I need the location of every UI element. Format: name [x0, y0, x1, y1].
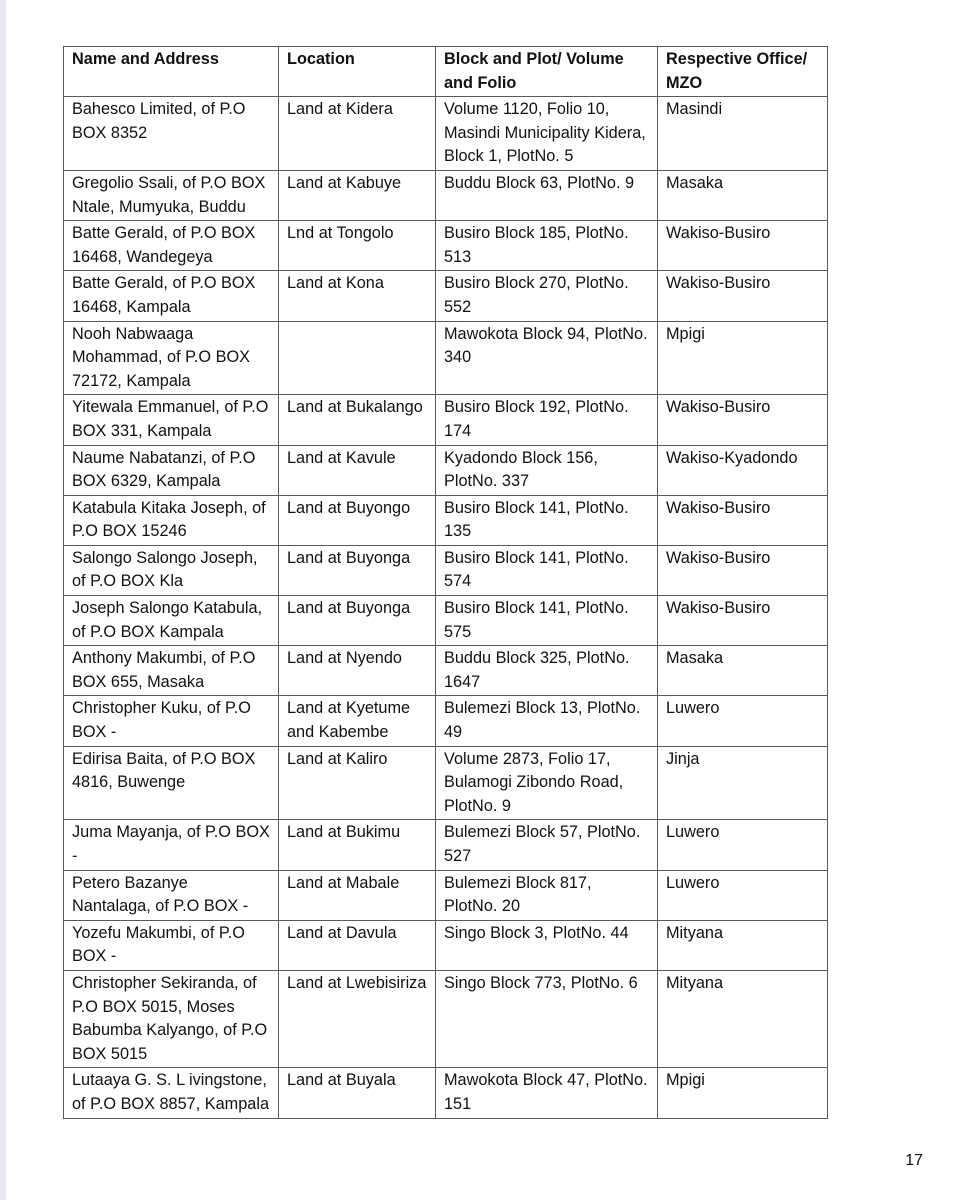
cell-block-plot: Busiro Block 270, PlotNo. 552	[436, 271, 658, 321]
table-row	[64, 696, 828, 746]
cell-office: Wakiso-Busiro	[658, 596, 828, 646]
cell-office: Wakiso-Busiro	[658, 221, 828, 271]
table-row	[64, 1068, 828, 1118]
cell-location: Land at Kavule	[279, 445, 436, 495]
cell-office: Masaka	[658, 646, 828, 696]
cell-name-address: Christopher Sekiranda, of P.O BOX 5015, Moses Babumba Kalyango, of P.O BOX 5015	[64, 970, 279, 1067]
page-number: 17	[905, 1152, 923, 1169]
cell-location: Land at Buyonga	[279, 596, 436, 646]
table-row	[64, 395, 828, 445]
table-row	[64, 321, 828, 395]
cell-name-address: Anthony Makumbi, of P.O BOX 655, Masaka	[64, 646, 279, 696]
cell-block-plot: Singo Block 3, PlotNo. 44	[436, 920, 658, 970]
cell-block-plot: Buddu Block 63, PlotNo. 9	[436, 170, 658, 220]
cell-name-address: Yozefu Makumbi, of P.O BOX -	[64, 920, 279, 970]
cell-office: Masindi	[658, 97, 828, 171]
cell-name-address: Lutaaya G. S. L ivingstone, of P.O BOX 8857, Kampala	[64, 1068, 279, 1118]
cell-location: Land at Kona	[279, 271, 436, 321]
cell-location: Land at Mabale	[279, 870, 436, 920]
cell-name-address: Petero Bazanye Nantalaga, of P.O BOX -	[64, 870, 279, 920]
table-row	[64, 970, 828, 1067]
cell-block-plot: Volume 2873, Folio 17, Bulamogi Zibondo Road, PlotNo. 9	[436, 746, 658, 820]
table-row	[64, 646, 828, 696]
table-row	[64, 271, 828, 321]
cell-block-plot: Bulemezi Block 13, PlotNo. 49	[436, 696, 658, 746]
table-row	[64, 170, 828, 220]
header-office: Respective Office/ MZO	[658, 47, 828, 97]
cell-location: Lnd at Tongolo	[279, 221, 436, 271]
table-row	[64, 746, 828, 820]
cell-office: Luwero	[658, 820, 828, 870]
table-row	[64, 495, 828, 545]
table-row	[64, 820, 828, 870]
cell-block-plot: Volume 1120, Folio 10, Masindi Municipality Kidera, Block 1, PlotNo. 5	[436, 97, 658, 171]
table-row	[64, 596, 828, 646]
cell-location: Land at Kaliro	[279, 746, 436, 820]
cell-name-address: Katabula Kitaka Joseph, of P.O BOX 15246	[64, 495, 279, 545]
cell-location: Land at Buyala	[279, 1068, 436, 1118]
cell-office: Wakiso-Busiro	[658, 545, 828, 595]
cell-name-address: Gregolio Ssali, of P.O BOX Ntale, Mumyuka, Buddu	[64, 170, 279, 220]
header-name-address: Name and Address	[64, 47, 279, 97]
cell-office: Wakiso-Busiro	[658, 495, 828, 545]
cell-office: Mityana	[658, 920, 828, 970]
cell-location: Land at Bukimu	[279, 820, 436, 870]
cell-office: Wakiso-Kyadondo	[658, 445, 828, 495]
cell-block-plot: Busiro Block 192, PlotNo. 174	[436, 395, 658, 445]
cell-location: Land at Kidera	[279, 97, 436, 171]
header-block-plot: Block and Plot/ Volume and Folio	[436, 47, 658, 97]
cell-location: Land at Buyonga	[279, 545, 436, 595]
cell-office: Luwero	[658, 696, 828, 746]
header-location: Location	[279, 47, 436, 97]
cell-block-plot: Mawokota Block 94, PlotNo. 340	[436, 321, 658, 395]
cell-block-plot: Busiro Block 141, PlotNo. 135	[436, 495, 658, 545]
table-header-row	[64, 47, 828, 97]
cell-block-plot: Mawokota Block 47, PlotNo. 151	[436, 1068, 658, 1118]
land-register-table	[63, 46, 828, 1119]
cell-block-plot: Singo Block 773, PlotNo. 6	[436, 970, 658, 1067]
cell-office: Mityana	[658, 970, 828, 1067]
cell-location: Land at Nyendo	[279, 646, 436, 696]
cell-block-plot: Busiro Block 185, PlotNo. 513	[436, 221, 658, 271]
cell-location: Land at Davula	[279, 920, 436, 970]
cell-name-address: Bahesco Limited, of P.O BOX 8352	[64, 97, 279, 171]
cell-name-address: Nooh Nabwaaga Mohammad, of P.O BOX 72172, Kampala	[64, 321, 279, 395]
table-row	[64, 870, 828, 920]
cell-name-address: Edirisa Baita, of P.O BOX 4816, Buwenge	[64, 746, 279, 820]
cell-location: Land at Buyongo	[279, 495, 436, 545]
cell-name-address: Batte Gerald, of P.O BOX 16468, Wandegeya	[64, 221, 279, 271]
cell-name-address: Yitewala Emmanuel, of P.O BOX 331, Kampala	[64, 395, 279, 445]
cell-name-address: Juma Mayanja, of P.O BOX -	[64, 820, 279, 870]
cell-block-plot: Busiro Block 141, PlotNo. 574	[436, 545, 658, 595]
cell-location: Land at Kyetume and Kabembe	[279, 696, 436, 746]
cell-name-address: Batte Gerald, of P.O BOX 16468, Kampala	[64, 271, 279, 321]
cell-office: Jinja	[658, 746, 828, 820]
cell-office: Wakiso-Busiro	[658, 395, 828, 445]
cell-office: Mpigi	[658, 1068, 828, 1118]
cell-block-plot: Buddu Block 325, PlotNo. 1647	[436, 646, 658, 696]
cell-office: Masaka	[658, 170, 828, 220]
table-row	[64, 97, 828, 171]
table-row	[64, 545, 828, 595]
cell-block-plot: Bulemezi Block 817, PlotNo. 20	[436, 870, 658, 920]
cell-name-address: Joseph Salongo Katabula, of P.O BOX Kampala	[64, 596, 279, 646]
cell-office: Mpigi	[658, 321, 828, 395]
cell-name-address: Salongo Salongo Joseph, of P.O BOX Kla	[64, 545, 279, 595]
cell-location	[279, 321, 436, 395]
cell-location: Land at Lwebisiriza	[279, 970, 436, 1067]
cell-office: Wakiso-Busiro	[658, 271, 828, 321]
cell-block-plot: Bulemezi Block 57, PlotNo. 527	[436, 820, 658, 870]
cell-location: Land at Kabuye	[279, 170, 436, 220]
cell-location: Land at Bukalango	[279, 395, 436, 445]
cell-block-plot: Kyadondo Block 156, PlotNo. 337	[436, 445, 658, 495]
table-row	[64, 445, 828, 495]
table-row	[64, 920, 828, 970]
table-row	[64, 221, 828, 271]
cell-name-address: Christopher Kuku, of P.O BOX -	[64, 696, 279, 746]
cell-office: Luwero	[658, 870, 828, 920]
cell-block-plot: Busiro Block 141, PlotNo. 575	[436, 596, 658, 646]
cell-name-address: Naume Nabatanzi, of P.O BOX 6329, Kampala	[64, 445, 279, 495]
